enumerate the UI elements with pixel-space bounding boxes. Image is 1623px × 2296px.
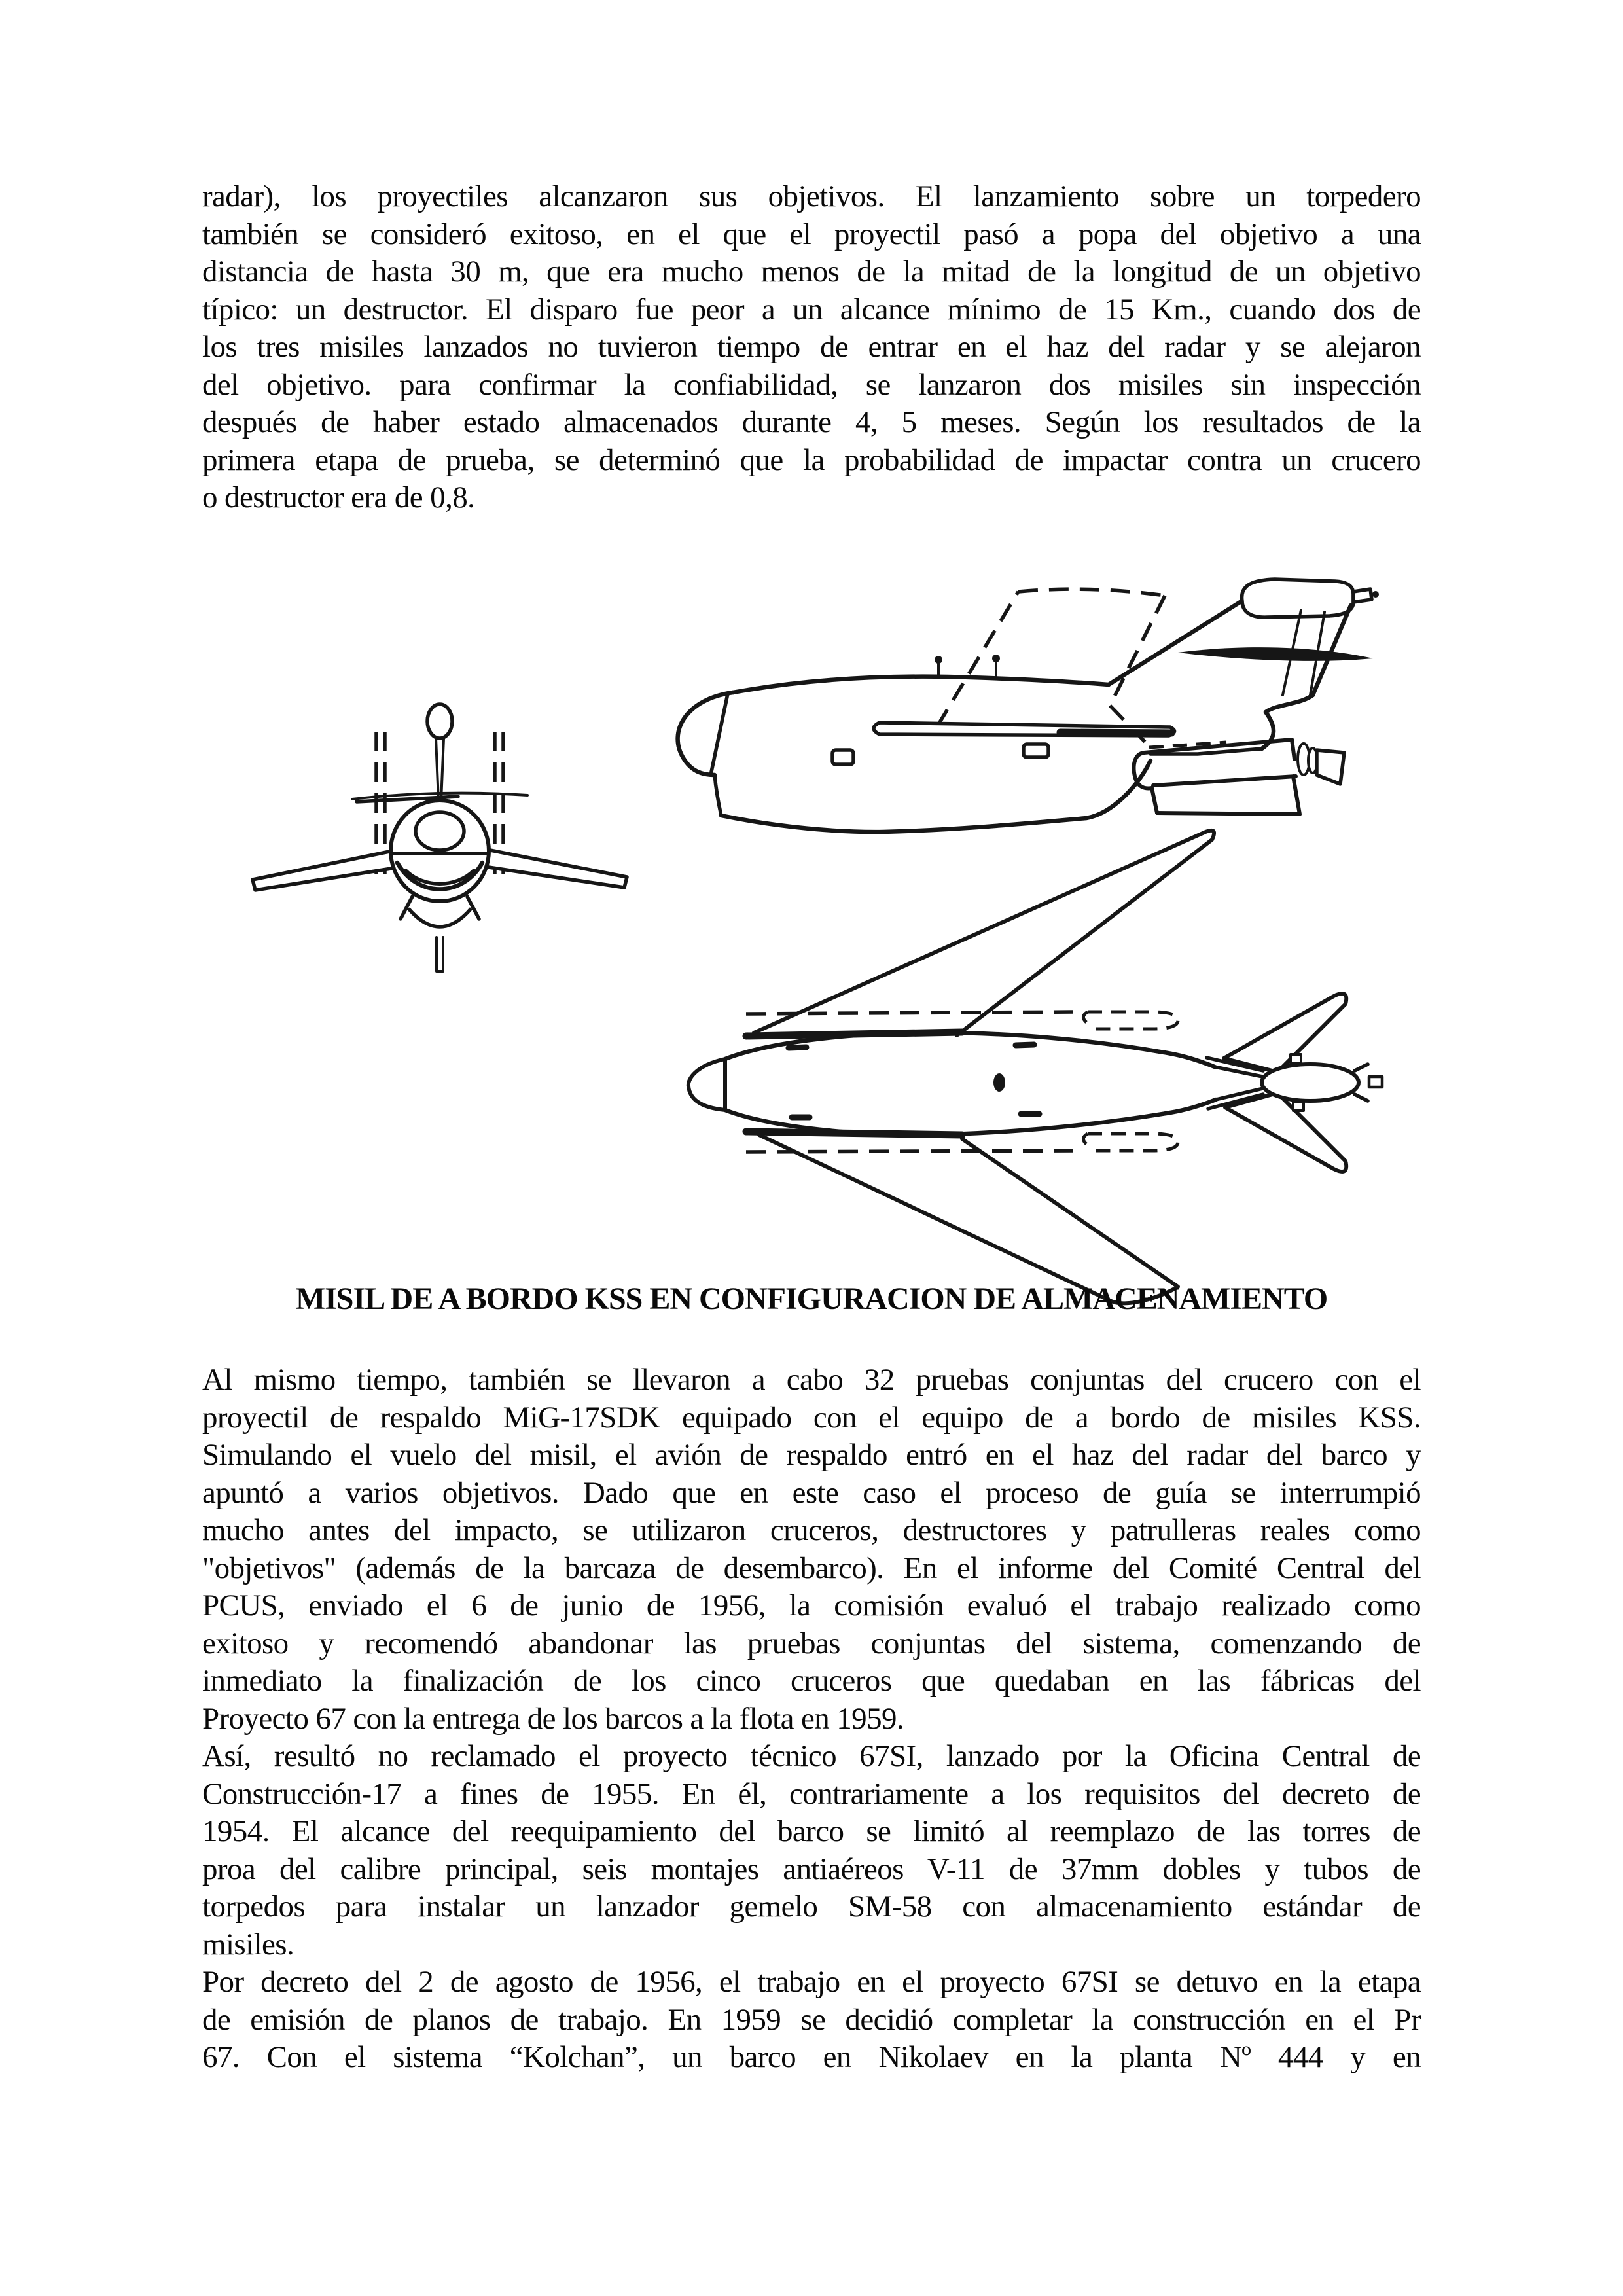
figure-caption: MISIL DE A BORDO KSS EN CONFIGURACION DE ALMACENAMIENTO xyxy=(295,1282,1328,1316)
text-line: inmediato la finalización de los cinco cruceros que quedaban en las fábricas del xyxy=(202,1664,1421,1698)
folded-wing-dashed-capsule xyxy=(1083,1134,1178,1151)
folded-wing-edge-line xyxy=(357,797,458,802)
antenna-pin-tip xyxy=(992,655,1000,662)
lower-fin-stem xyxy=(437,937,443,971)
fin-leading-edge xyxy=(1109,601,1242,685)
text-line: Al mismo tiempo, también se llevaron a cabo 32 pruebas conjuntas del crucero con el xyxy=(202,1363,1421,1397)
intake xyxy=(416,812,464,850)
text-line: primera etapa de prueba, se determinó que la probabilidad de impactar contra un crucero xyxy=(202,442,1421,477)
fuselage-bottom xyxy=(721,761,1150,832)
wing-side-profile xyxy=(874,723,1175,736)
plan-view xyxy=(688,831,1382,1304)
text-line: distancia de hasta 30 m, que era mucho menos de la mitad de la longitud de un objetivo xyxy=(202,255,1421,289)
fin-spars xyxy=(1283,610,1325,695)
engine-nub xyxy=(1293,1102,1304,1111)
text-line: Por decreto del 2 de agosto de 1956, el trabajo en el proyecto 67SI se detuvo en la etapa xyxy=(202,1965,1421,1999)
left-wing xyxy=(253,851,395,890)
paragraph-4 xyxy=(202,1964,1421,2077)
lower-dome xyxy=(408,908,471,927)
fuselage-plan-top xyxy=(725,1033,1215,1067)
text-line: proa del calibre principal, seis montajes antiaéreos V-11 de 37mm dobles y tubos de xyxy=(202,1852,1421,1886)
folded-wing-dashed-outline xyxy=(937,589,1165,744)
fuselage-top xyxy=(733,677,1109,692)
text-line: apuntó a varios objetivos. Dado que en este caso el proceso de guía se interrumpió xyxy=(202,1475,1421,1510)
strakes xyxy=(401,897,479,919)
text-line: los tres misiles lanzados no tuvieron tiempo de entrar en el haz del radar y se alejaron xyxy=(202,330,1421,364)
body-text xyxy=(202,1361,1421,2077)
nose-cap-chord xyxy=(711,694,728,816)
hatch xyxy=(1024,744,1048,757)
text-line: PCUS, enviado el 6 de junio de 1956, la comisión evaluó el trabajo realizado como xyxy=(202,1588,1421,1623)
hatch-marks xyxy=(789,1045,1039,1117)
antenna-pins xyxy=(938,661,996,677)
hatch xyxy=(832,750,853,764)
center-dot xyxy=(993,1073,1005,1092)
side-view xyxy=(678,579,1379,832)
front-view xyxy=(253,704,627,971)
text-line: Proyecto 67 con la entrega de los barcos a la flota en 1959. xyxy=(202,1701,904,1736)
pod-hidden-edge xyxy=(1149,742,1226,747)
engine-exhaust xyxy=(1262,1064,1359,1101)
upper-stabilizer xyxy=(1224,994,1346,1072)
folded-wing-edge-line xyxy=(352,793,527,799)
fuselage-plan-bottom xyxy=(725,1100,1216,1135)
text-line: Construcción-17 a fines de 1955. En él, contrariamente a los requisitos del decreto de xyxy=(202,1776,1421,1811)
bullet-cone xyxy=(1353,589,1372,602)
exhaust-spikes xyxy=(1355,1064,1368,1101)
nose-cap-plan xyxy=(688,1059,725,1110)
text-line: misiles. xyxy=(202,1927,294,1962)
text-line: Simulando el vuelo del misil, el avión de respaldo entró en el haz del radar del barco y xyxy=(202,1438,1421,1472)
text-line: Así, resultó no reclamado el proyecto técnico 67SI, lanzado por la Oficina Central de xyxy=(202,1739,1421,1773)
text-line: proyectil de respaldo MiG-17SDK equipado con el equipo de a bordo de misiles KSS. xyxy=(202,1400,1421,1435)
text-line: también se consideró exitoso, en el que el proyectil pasó a popa del objetivo a una xyxy=(202,217,1421,251)
text-line: 1954. El alcance del reequipamiento del barco se limitó al reemplazo de las torres de xyxy=(202,1814,1421,1848)
paragraph-1 xyxy=(202,178,1421,517)
nose-cap xyxy=(678,692,733,775)
text-line: de emisión de planos de trabajo. En 1959 se decidió completar la construcción en el Pr xyxy=(202,2002,1421,2037)
text-line: después de haber estado almacenados durante 4, 5 meses. Según los resultados de la xyxy=(202,405,1421,439)
engine-nub xyxy=(1291,1054,1301,1063)
upper-wing xyxy=(754,831,1214,1035)
text-line: radar), los proyectiles alcanzaron sus objetivos. El lanzamiento sobre un torpedero xyxy=(202,179,1421,213)
stabilizer-side xyxy=(1178,647,1373,661)
fuselage-front xyxy=(391,800,489,901)
text-line: "objetivos" (además de la barcaza de desembarco). En el informe del Comité Central del xyxy=(202,1551,1421,1585)
intake-lip xyxy=(397,863,482,889)
text-line: o destructor era de 0,8. xyxy=(202,480,475,514)
tail-cone xyxy=(1262,695,1313,749)
paragraph-2 xyxy=(202,1361,1421,1738)
right-wing xyxy=(484,850,627,888)
text-line: del objetivo. para confirmar la confiabilidad, se lanzaron dos misiles sin inspección xyxy=(202,367,1421,402)
exhaust-tip xyxy=(1369,1077,1382,1087)
wing-root-heavy-edges xyxy=(746,1032,962,1135)
text-line: típico: un destructor. El disparo fue peor a un alcance mínimo de 15 Km., cuando dos de xyxy=(202,292,1421,327)
engine-pod-body xyxy=(1153,740,1300,814)
text-line: mucho antes del impacto, se utilizaron cruceros, destructores y patrulleras reales como xyxy=(202,1513,1421,1547)
text-line: exitoso y recomendó abandonar las pruebas conjuntas del sistema, comenzando de xyxy=(202,1626,1421,1660)
text-line: 67. Con el sistema “Kolchan”, un barco en Nikolaev en la planta Nº 444 y en xyxy=(202,2040,1421,2074)
tail-fin-slots xyxy=(1207,1058,1266,1109)
folded-wing-dashed-lines xyxy=(746,1012,1079,1152)
folded-wing-dashed-capsule xyxy=(1083,1012,1178,1029)
engine-pod-top xyxy=(1144,740,1292,753)
lower-wing xyxy=(759,1135,1178,1303)
antenna-pin-tip xyxy=(935,656,942,664)
engine-pod-left-cap xyxy=(1134,753,1157,813)
lower-stabilizer xyxy=(1225,1093,1346,1172)
tail-bottom xyxy=(1150,749,1262,754)
pitot-bulb xyxy=(427,704,452,738)
fin-tip-bullet xyxy=(1242,579,1353,617)
intake-lip-inner xyxy=(406,870,474,884)
bullet-tip xyxy=(1372,591,1379,598)
nozzle-ring xyxy=(1308,748,1317,773)
pitot-stem xyxy=(436,738,444,801)
wing-side-heavy-edge xyxy=(1060,732,1171,733)
paragraph-3 xyxy=(202,1738,1421,1964)
fin-trailing-edge xyxy=(1313,605,1351,695)
nozzle-cone xyxy=(1317,750,1344,784)
nozzle-ring xyxy=(1298,744,1310,775)
text-line: torpedos para instalar un lanzador gemelo SM-58 con almacenamiento estándar de xyxy=(202,1890,1421,1924)
wing-dashed-centerline xyxy=(885,729,1073,731)
